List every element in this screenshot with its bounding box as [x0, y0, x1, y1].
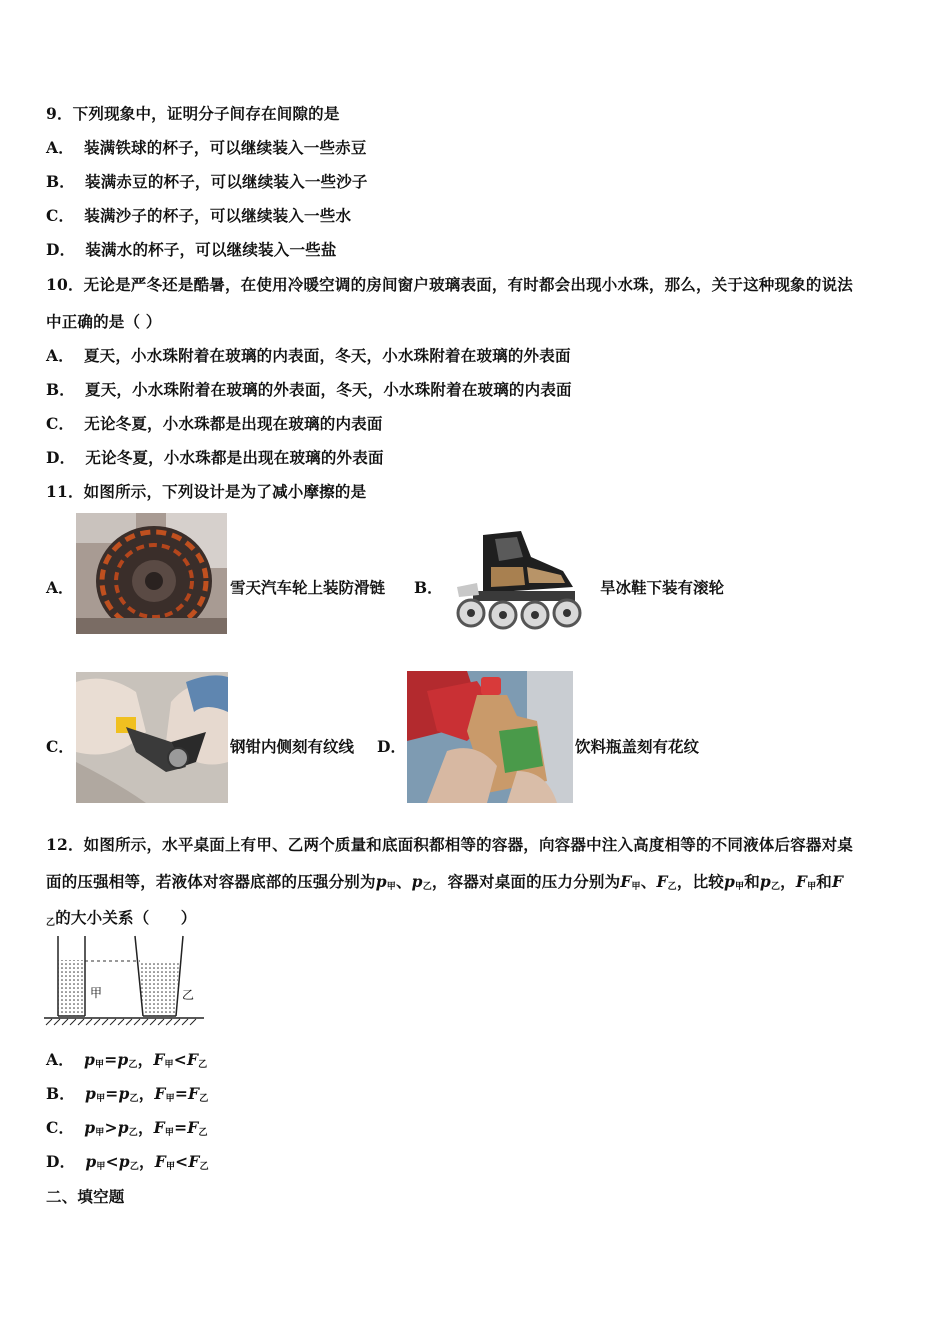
q12-option-d[interactable]: [46, 1150, 209, 1172]
p-symbol: p: [117, 1050, 129, 1069]
p-symbol: p: [85, 1084, 97, 1103]
p-symbol: p: [85, 1152, 97, 1171]
q12-he: 和: [744, 872, 760, 891]
q11-option-c-caption: 钢钳内侧刻有纹线: [230, 737, 355, 756]
q12-comma: ，: [137, 1050, 154, 1069]
jia-sub: 甲: [164, 1128, 175, 1138]
q10-option-b[interactable]: [46, 378, 572, 400]
q12-comma: ，: [676, 872, 693, 891]
jia-sub: 甲: [631, 882, 641, 892]
p-symbol: p: [118, 1084, 130, 1103]
relation-p: =: [104, 1050, 118, 1069]
relation-p: >: [104, 1118, 118, 1137]
f-symbol: F: [188, 1152, 200, 1171]
option-text: 装满赤豆的杯子，可以继续装入一些沙子: [85, 172, 368, 191]
q10-stem-line1: 10．无论是严冬还是酷暑，在使用冷暖空调的房间窗户玻璃表面，有时都会出现小水珠，那么，关于这种现象的说法: [46, 275, 853, 294]
q12-stem-line1: 12．如图所示，水平桌面上有甲、乙两个质量和底面积都相等的容器，向容器中注入高度相等的不同液体后容器对桌: [46, 835, 853, 854]
option-text: 无论冬夏，小水珠都是出现在玻璃的外表面: [85, 448, 384, 467]
yi-sub: 乙: [198, 1128, 208, 1138]
q12-comma: ，: [138, 1084, 155, 1103]
f-symbol: F: [620, 872, 632, 891]
q12-sep: 、: [395, 872, 412, 891]
q9-stem: 9．下列现象中，证明分子间存在间隙的是: [46, 104, 340, 123]
p-symbol: p: [118, 1152, 130, 1171]
q11-option-c-label[interactable]: C．: [46, 737, 74, 756]
relation-f: =: [174, 1084, 189, 1103]
yi-sub: 乙: [128, 1060, 138, 1070]
jia-sub: 甲: [386, 882, 396, 892]
jia-sub: 甲: [96, 1094, 106, 1104]
f-symbol: F: [832, 872, 844, 891]
yi-sub: 乙: [198, 1060, 208, 1070]
q9-option-b[interactable]: [46, 170, 368, 192]
q12-text: 比较: [692, 872, 724, 891]
q11-stem: 11．如图所示，下列设计是为了减小摩擦的是: [46, 482, 367, 501]
q12-comma: ，: [137, 1118, 154, 1137]
q11-option-a-label[interactable]: A．: [46, 578, 74, 597]
yi-sub: 乙: [199, 1162, 209, 1172]
jia-sub: 甲: [807, 882, 817, 892]
diagram-label-yi: 乙: [182, 988, 195, 1002]
q12-text: 面的压强相等，若液体对容器底部的压强分别为: [46, 872, 376, 891]
snow-chain-tire-photo: [76, 513, 227, 634]
option-text: 夏天，小水珠附着在玻璃的外表面，冬天，小水珠附着在玻璃的内表面: [85, 380, 572, 399]
f-symbol: F: [154, 1084, 166, 1103]
f-symbol: F: [154, 1152, 166, 1171]
q11-option-d-caption: 饮料瓶盖刻有花纹: [575, 737, 700, 756]
yi-sub: 乙: [129, 1094, 139, 1104]
relation-p: =: [105, 1084, 119, 1103]
option-label: C．: [46, 206, 75, 225]
p-symbol: p: [759, 872, 771, 891]
f-symbol: F: [186, 1050, 199, 1069]
option-label: A．: [46, 138, 74, 157]
jia-sub: 甲: [165, 1094, 175, 1104]
jia-sub: 甲: [165, 1162, 176, 1172]
q12-comma: ，: [431, 872, 448, 891]
option-label: B．: [46, 380, 76, 399]
q12-comma: ，: [139, 1152, 155, 1171]
yi-sub: 乙: [422, 882, 432, 892]
relation-p: <: [105, 1152, 119, 1171]
jia-sub: 甲: [94, 1060, 105, 1070]
p-symbol: p: [83, 1050, 95, 1069]
f-symbol: F: [187, 1118, 199, 1137]
jia-sub: 甲: [95, 1128, 105, 1138]
q10-option-d[interactable]: [46, 446, 384, 468]
yi-sub: 乙: [128, 1128, 138, 1138]
option-text: 装满沙子的杯子，可以继续装入一些水: [84, 206, 352, 225]
yi-sub: 乙: [199, 1094, 209, 1104]
pliers-photo: [76, 672, 228, 803]
jia-sub: 甲: [164, 1060, 174, 1070]
relation-f: <: [173, 1050, 187, 1069]
jia-sub: 甲: [735, 882, 745, 892]
option-label: A．: [46, 1050, 74, 1069]
bottle-cap-photo: [407, 671, 573, 803]
q9-option-c[interactable]: [46, 204, 351, 226]
section-title: 二、填空题: [46, 1187, 125, 1206]
option-label: B．: [46, 172, 76, 191]
option-text: 无论冬夏，小水珠都是出现在玻璃的内表面: [84, 414, 383, 433]
p-symbol: p: [375, 872, 387, 891]
q9-option-a[interactable]: [46, 136, 367, 158]
q10-stem-line2: 中正确的是（ ）: [46, 312, 162, 331]
f-symbol: F: [153, 1050, 165, 1069]
f-symbol: F: [153, 1118, 165, 1137]
option-text: 装满铁球的杯子，可以继续装入一些赤豆: [83, 138, 367, 157]
f-symbol: F: [795, 872, 808, 891]
q11-option-d-label[interactable]: D．: [377, 737, 406, 756]
relation-f: =: [174, 1118, 188, 1137]
f-symbol: F: [188, 1084, 200, 1103]
q10-option-c[interactable]: [46, 412, 383, 434]
q12-option-c[interactable]: [46, 1116, 208, 1138]
option-label: D．: [46, 240, 76, 259]
q12-stem-line2: [46, 870, 843, 892]
q12-text: 的大小关系（ ）: [55, 908, 197, 927]
q12-he: 和: [816, 872, 832, 891]
option-label: D．: [46, 448, 76, 467]
q12-stem-line3: [46, 906, 197, 928]
yi-sub: 乙: [770, 882, 781, 892]
q12-comma: ，: [780, 872, 796, 891]
diagram-label-jia: 甲: [90, 986, 103, 1000]
option-text: 夏天，小水珠附着在玻璃的内表面，冬天，小水珠附着在玻璃的外表面: [83, 346, 571, 365]
f-symbol: F: [656, 872, 668, 891]
option-label: D．: [46, 1152, 76, 1171]
option-label: A．: [46, 346, 74, 365]
q12-option-b[interactable]: [46, 1082, 208, 1104]
p-symbol: p: [117, 1118, 129, 1137]
p-symbol: p: [723, 872, 736, 891]
q12-option-a[interactable]: [46, 1048, 207, 1070]
option-text: 装满水的杯子，可以继续装入一些盐: [85, 240, 337, 259]
q9-option-d[interactable]: [46, 238, 337, 260]
jia-sub: 甲: [96, 1162, 106, 1172]
p-symbol: p: [84, 1118, 96, 1137]
yi-sub: 乙: [667, 882, 677, 892]
yi-sub: 乙: [46, 918, 56, 928]
roller-skate-photo: [443, 527, 598, 631]
option-label: B．: [46, 1084, 76, 1103]
containers-diagram: [44, 934, 204, 1026]
q12-text: 容器对桌面的压力分别为: [447, 872, 621, 891]
option-label: C．: [46, 1118, 75, 1137]
yi-sub: 乙: [129, 1162, 140, 1172]
p-symbol: p: [411, 872, 423, 891]
relation-f: <: [175, 1152, 189, 1171]
q11-option-b-label[interactable]: B．: [414, 578, 443, 597]
q10-option-a[interactable]: [46, 344, 571, 366]
option-label: C．: [46, 414, 75, 433]
q11-option-a-caption: 雪天汽车轮上装防滑链: [230, 578, 386, 597]
q11-option-b-caption: 旱冰鞋下装有滚轮: [600, 578, 725, 597]
q12-sep: 、: [640, 872, 657, 891]
